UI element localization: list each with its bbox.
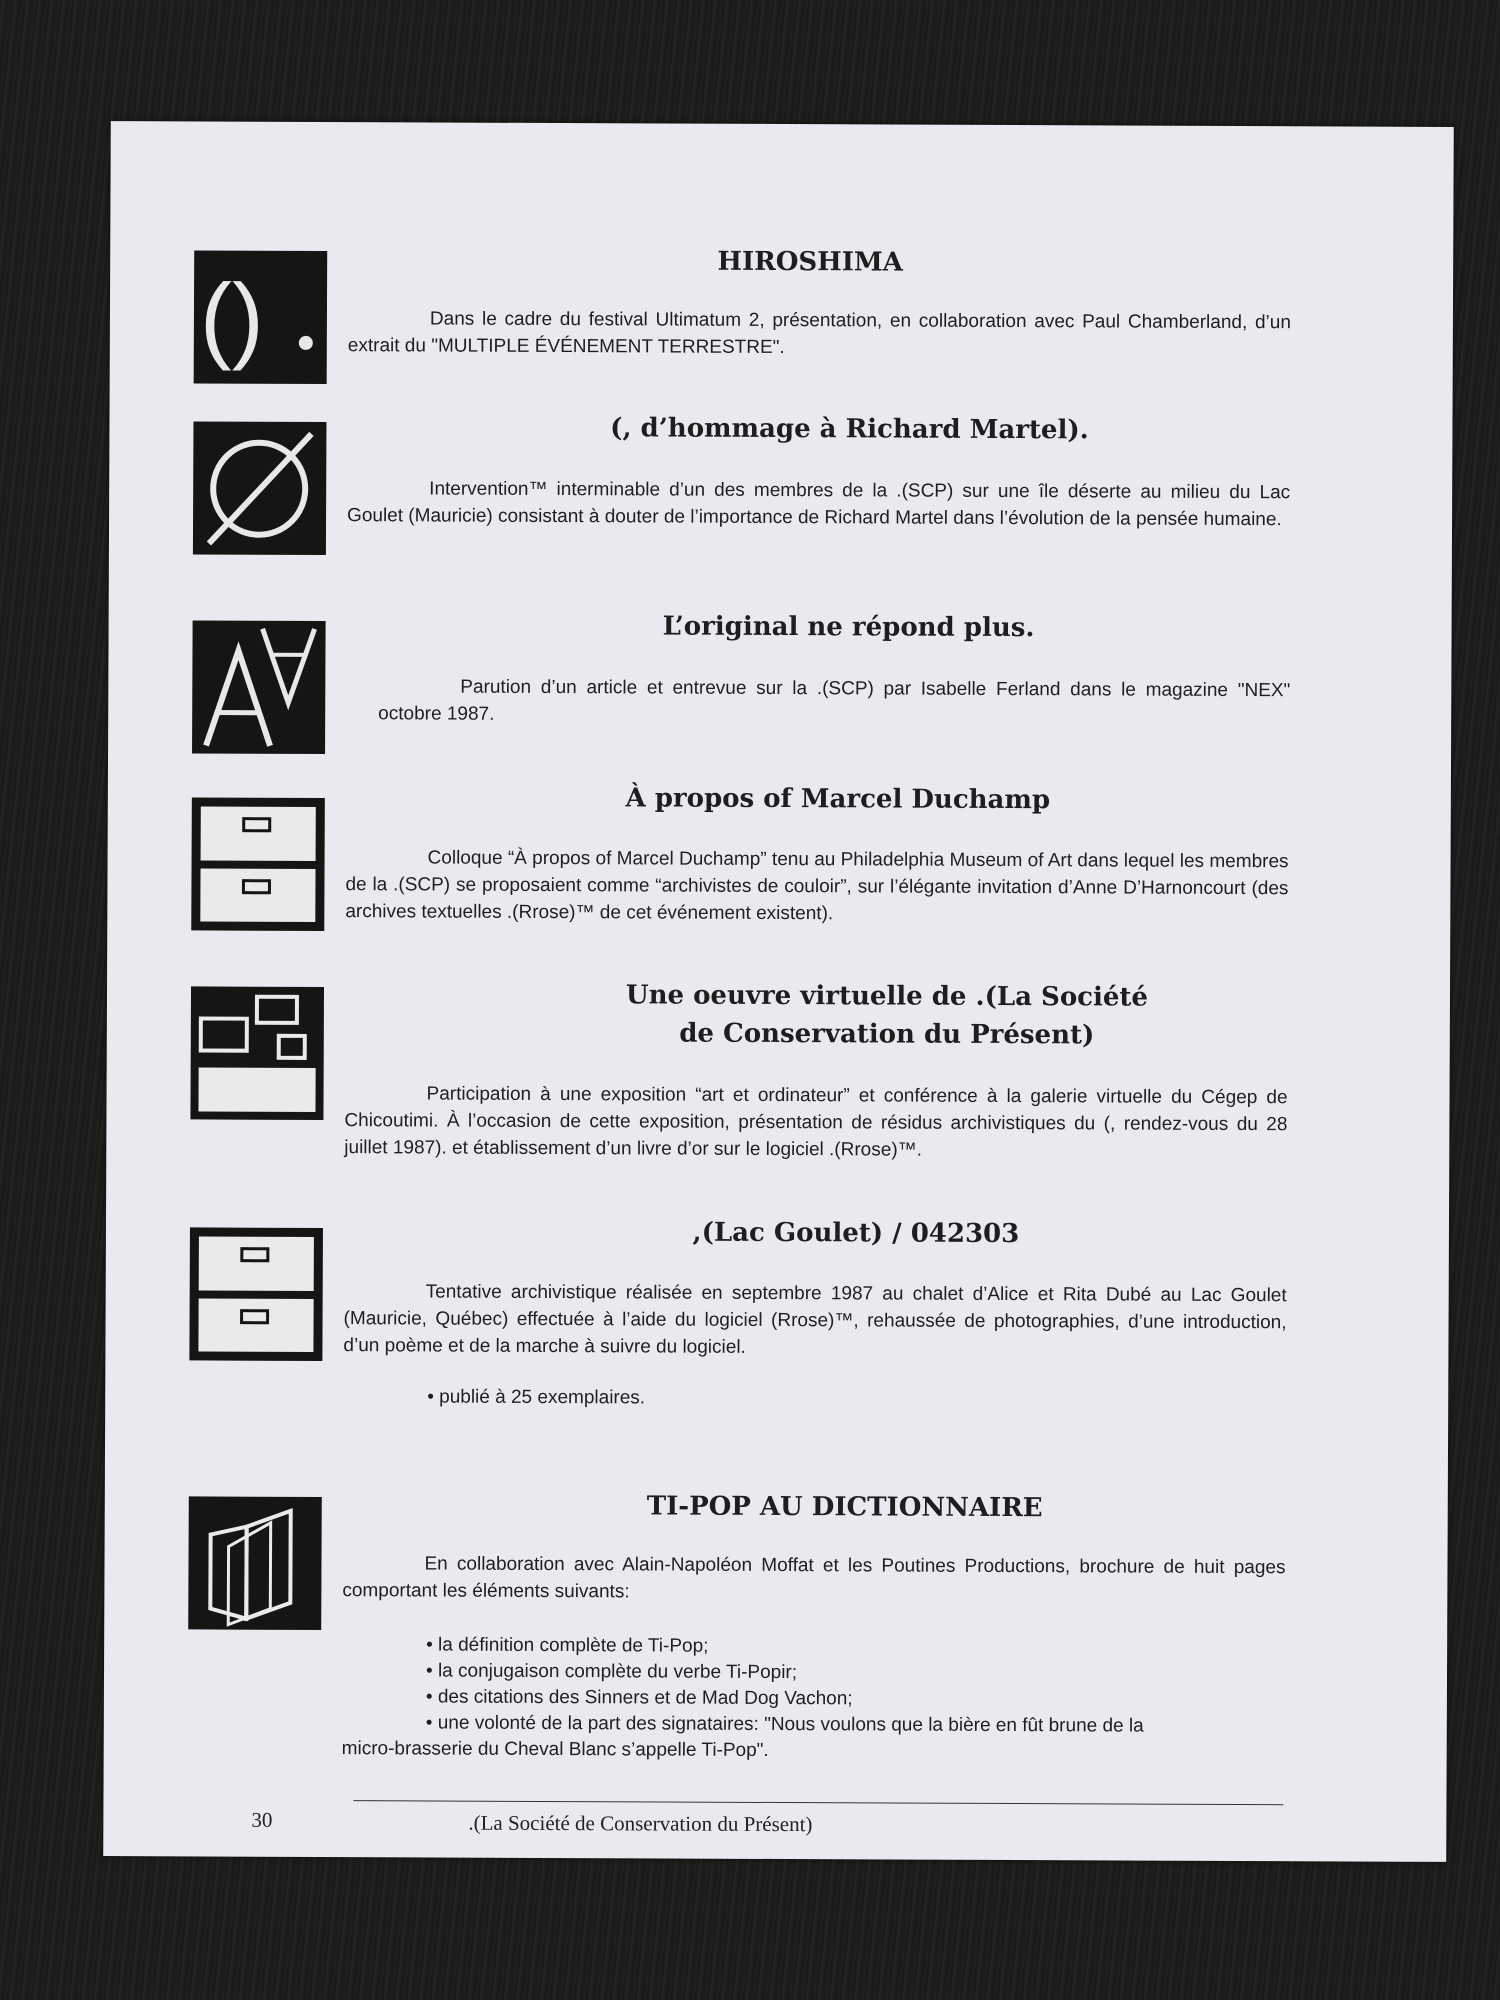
svg-text:(): () xyxy=(199,264,265,372)
section-title: HIROSHIMA xyxy=(717,246,903,278)
list-item: • la conjugaison complète du verbe Ti-Popir; xyxy=(425,1660,798,1684)
section-text: Participation à une exposition “art et ordinateur” et conférence à la galerie virtuelle du Cégep de Chicoutimi. À l’occasion de cette exposition, présentation de résidus archivistiques du (, rendez-vous du 28 juillet 1987). et établissement d’un livre d’or sur le logiciel .(Rrose)™. xyxy=(344,1083,1288,1161)
section-text: Intervention™ interminable d’un des membres de la .(SCP) sur une île déserte au milieu du Lac Goulet (Mauricie) consistant à douter de l’importance de Richard Martel dans l’évolution de la pensée humaine. xyxy=(347,478,1291,531)
section-title: L’original ne répond plus. xyxy=(662,611,1035,644)
bullet-list xyxy=(427,1384,645,1411)
filing-cabinet-icon xyxy=(189,1227,323,1361)
bullet-list xyxy=(426,1632,1144,1739)
document-page xyxy=(103,121,1454,1862)
empty-set-icon xyxy=(193,421,327,555)
section-text: Colloque “À propos of Marcel Duchamp” tenu au Philadelphia Museum of Art dans lequel les membres de la .(SCP) se proposaient comme “archivistes de couloir”, sur l’élégante invitation d’Anne D’Harnoncourt (des archives textuelles .(Rrose)™ de cet événement existent). xyxy=(345,847,1289,925)
parentheses-dot-icon xyxy=(194,250,328,384)
section-title: (, d’hommage à Richard Martel). xyxy=(610,413,1089,446)
list-item: • publié à 25 exemplaires. xyxy=(427,1386,646,1409)
filing-cabinet-icon xyxy=(191,797,325,931)
section-text: En collaboration avec Alain-Napoléon Moffat et les Poutines Productions, brochure de huit pages comportant les éléments suivants: xyxy=(342,1553,1286,1603)
section-title: Une oeuvre virtuelle de .(La Société de Conservation du Présent) xyxy=(625,980,1149,1051)
page-number: 30 xyxy=(251,1807,273,1832)
footer-rule xyxy=(353,1800,1283,1805)
list-item: • une volonté de la part des signataires: "Nous voulons que la bière en fût brune de la xyxy=(425,1712,1144,1737)
booklet-pages-icon xyxy=(188,1496,322,1630)
section-text: Dans le cadre du festival Ultimatum 2, présentation, en collaboration avec Paul Chamberland, d’un extrait du "MULTIPLE ÉVÉNEMENT TERRESTRE". xyxy=(347,308,1291,359)
section-title: À propos of Marcel Duchamp xyxy=(625,783,1051,816)
footer-caption: .(La Société de Conservation du Présent) xyxy=(468,1810,813,1837)
section-title: TI-POP AU DICTIONNAIRE xyxy=(646,1491,1043,1524)
desktop-windows-icon xyxy=(190,986,324,1120)
list-item: • des citations des Sinners et de Mad Dog Vachon; xyxy=(425,1686,853,1710)
section-text: Tentative archivistique réalisée en septembre 1987 au chalet d’Alice et Rita Dubé au Lac Goulet (Mauricie, Québec) effectuée à l’aide du logiciel (Rrose)™, rehaussée de photographies, d’une introduction, d’un poème et de la marche à suivre du logiciel. xyxy=(343,1281,1287,1358)
list-item: • la définition complète de Ti-Pop; xyxy=(426,1634,709,1657)
letter-a-icon xyxy=(192,620,326,754)
section-text: Parution d’un article et entrevue sur la .(SCP) par Isabelle Ferland dans le magazine "NEX" octobre 1987. xyxy=(378,676,1291,725)
bullet-continuation: micro-brasserie du Cheval Blanc s’appelle Ti-Pop". xyxy=(341,1738,769,1761)
section-title: ,(Lac Goulet) / 042303 xyxy=(692,1217,1020,1250)
